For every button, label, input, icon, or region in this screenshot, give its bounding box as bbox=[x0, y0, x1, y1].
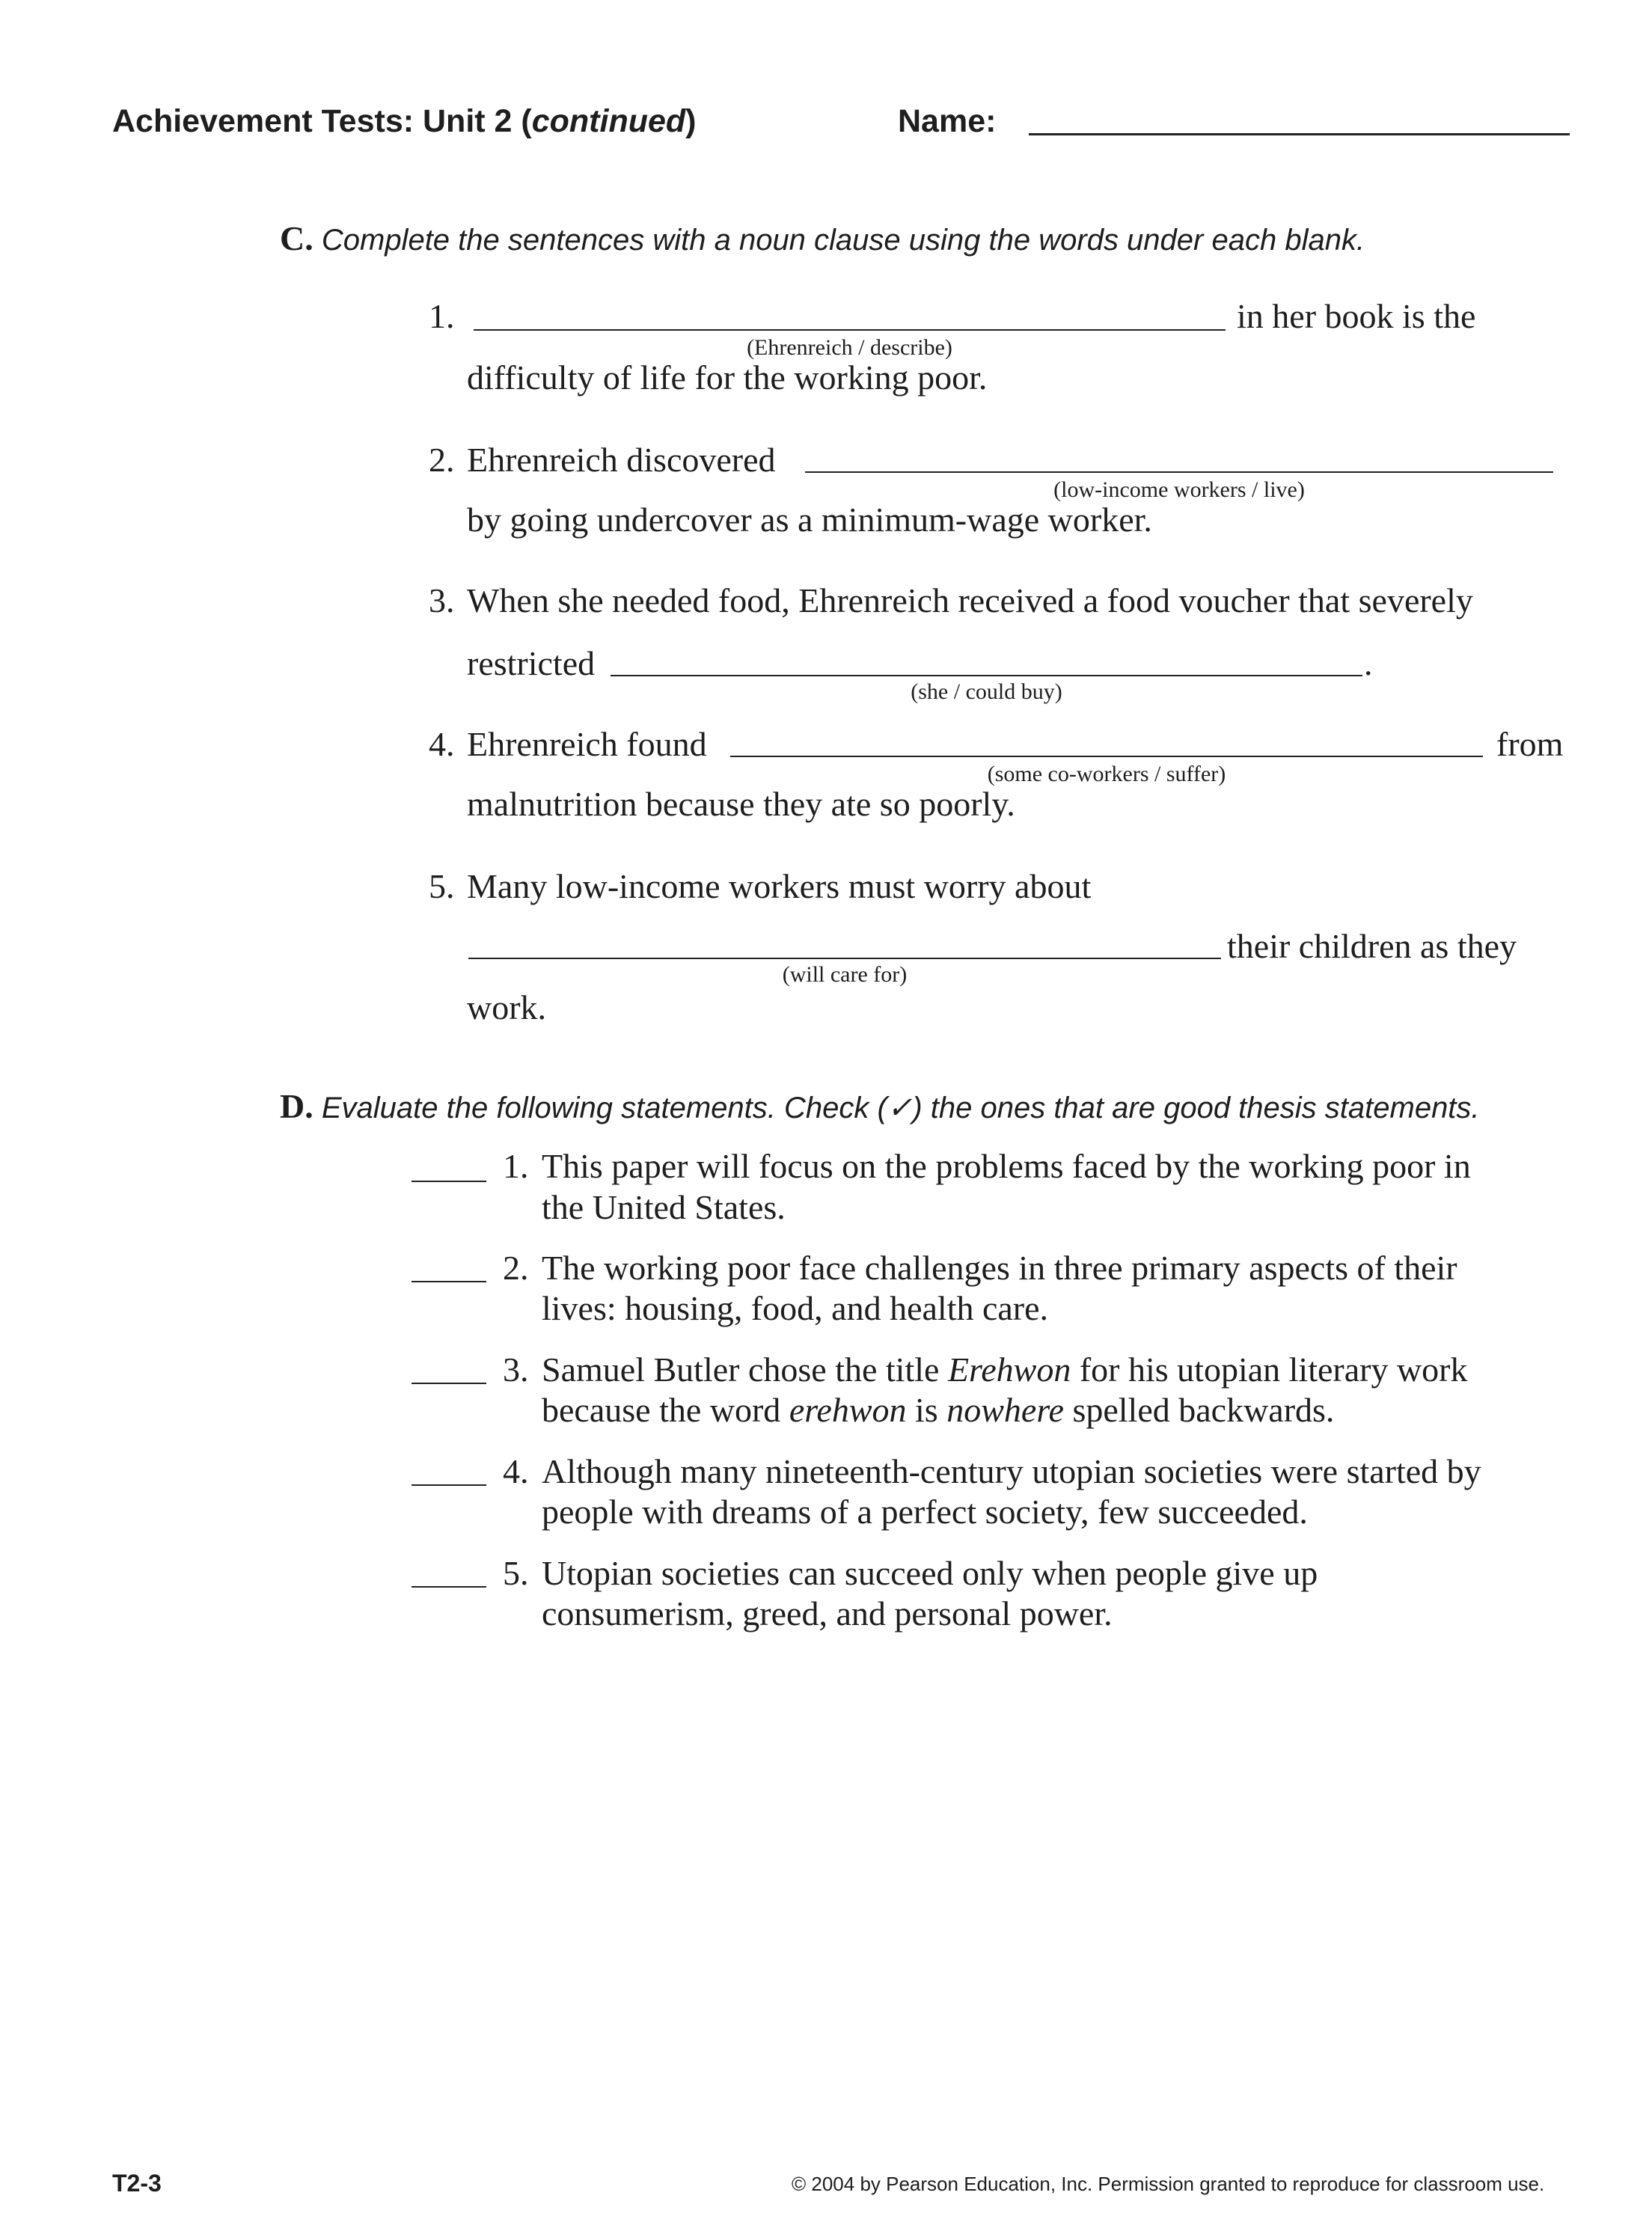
c3-text-before: restricted bbox=[467, 644, 596, 682]
c2-continuation: by going undercover as a minimum-wage worker. bbox=[467, 501, 1152, 539]
c1-number: 1. bbox=[429, 297, 455, 335]
section-d-instruction: D. Evaluate the following statements. Check (✓) the ones that are good thesis statements. bbox=[280, 1087, 1480, 1125]
c1-text-after: in her book is the bbox=[1237, 297, 1476, 335]
d2-number: 2. bbox=[503, 1249, 529, 1287]
c3-text-line1: When she needed food, Ehrenreich received a food voucher that severely bbox=[467, 581, 1473, 619]
c1-answer-blank[interactable] bbox=[474, 329, 1226, 331]
c3-number: 3. bbox=[429, 581, 455, 619]
c4-text-before: Ehrenreich found bbox=[467, 725, 707, 763]
c4-text-after: from bbox=[1496, 725, 1564, 763]
d5-number: 5. bbox=[503, 1554, 529, 1592]
c2-cue: (low-income workers / live) bbox=[1053, 477, 1305, 502]
c3-cue: (she / could buy) bbox=[911, 679, 1062, 704]
c1-cue: (Ehrenreich / describe) bbox=[747, 335, 952, 360]
name-label: Name: bbox=[898, 103, 997, 139]
d3-text-line2: because the word erehwon is nowhere spelled backwards. bbox=[542, 1391, 1335, 1429]
c5-text-after: their children as they bbox=[1227, 927, 1517, 965]
d2-text-line1: The working poor face challenges in three primary aspects of their bbox=[542, 1249, 1457, 1287]
section-c-instruction: C. Complete the sentences with a noun clause using the words under each blank. bbox=[280, 219, 1365, 257]
name-field[interactable] bbox=[1029, 133, 1570, 135]
d5-text-line2: consumerism, greed, and personal power. bbox=[542, 1594, 1113, 1632]
c3-answer-blank[interactable] bbox=[611, 675, 1362, 676]
d1-text-line1: This paper will focus on the problems faced by the working poor in bbox=[542, 1147, 1471, 1185]
d3-text-line1: Samuel Butler chose the title Erehwon for his utopian literary work bbox=[542, 1350, 1468, 1389]
d4-check-blank[interactable] bbox=[412, 1484, 486, 1486]
d5-check-blank[interactable] bbox=[412, 1586, 486, 1588]
c2-number: 2. bbox=[429, 441, 455, 479]
c4-continuation: malnutrition because they ate so poorly. bbox=[467, 785, 1015, 823]
d4-text-line2: people with dreams of a perfect society, few succeeded. bbox=[542, 1493, 1308, 1531]
c2-answer-blank[interactable] bbox=[805, 471, 1553, 473]
c4-number: 4. bbox=[429, 725, 455, 763]
c5-number: 5. bbox=[429, 867, 455, 905]
d3-number: 3. bbox=[503, 1350, 529, 1389]
d4-text-line1: Although many nineteenth-century utopian societies were started by bbox=[542, 1452, 1481, 1490]
d5-text-line1: Utopian societies can succeed only when people give up bbox=[542, 1554, 1318, 1592]
copyright-notice: © 2004 by Pearson Education, Inc. Permission granted to reproduce for classroom use. bbox=[792, 2173, 1545, 2195]
d3-check-blank[interactable] bbox=[412, 1383, 486, 1384]
c3-text-after: . bbox=[1364, 644, 1373, 682]
c1-continuation: difficulty of life for the working poor. bbox=[467, 358, 988, 397]
c5-answer-blank[interactable] bbox=[468, 958, 1221, 959]
c4-cue: (some co-workers / suffer) bbox=[987, 762, 1226, 786]
c4-answer-blank[interactable] bbox=[730, 756, 1483, 757]
d2-text-line2: lives: housing, food, and health care. bbox=[542, 1289, 1049, 1327]
d2-check-blank[interactable] bbox=[412, 1281, 486, 1282]
c5-cue: (will care for) bbox=[782, 962, 908, 987]
d1-number: 1. bbox=[503, 1147, 529, 1185]
d1-text-line2: the United States. bbox=[542, 1188, 786, 1226]
d4-number: 4. bbox=[503, 1452, 529, 1490]
c5-continuation: work. bbox=[467, 988, 547, 1026]
page-identifier: T2-3 bbox=[112, 2170, 162, 2197]
c2-text-before: Ehrenreich discovered bbox=[467, 441, 776, 479]
d1-check-blank[interactable] bbox=[412, 1181, 486, 1182]
c5-text-line1: Many low-income workers must worry about bbox=[467, 867, 1092, 905]
page-title: Achievement Tests: Unit 2 (continued) bbox=[112, 103, 697, 139]
